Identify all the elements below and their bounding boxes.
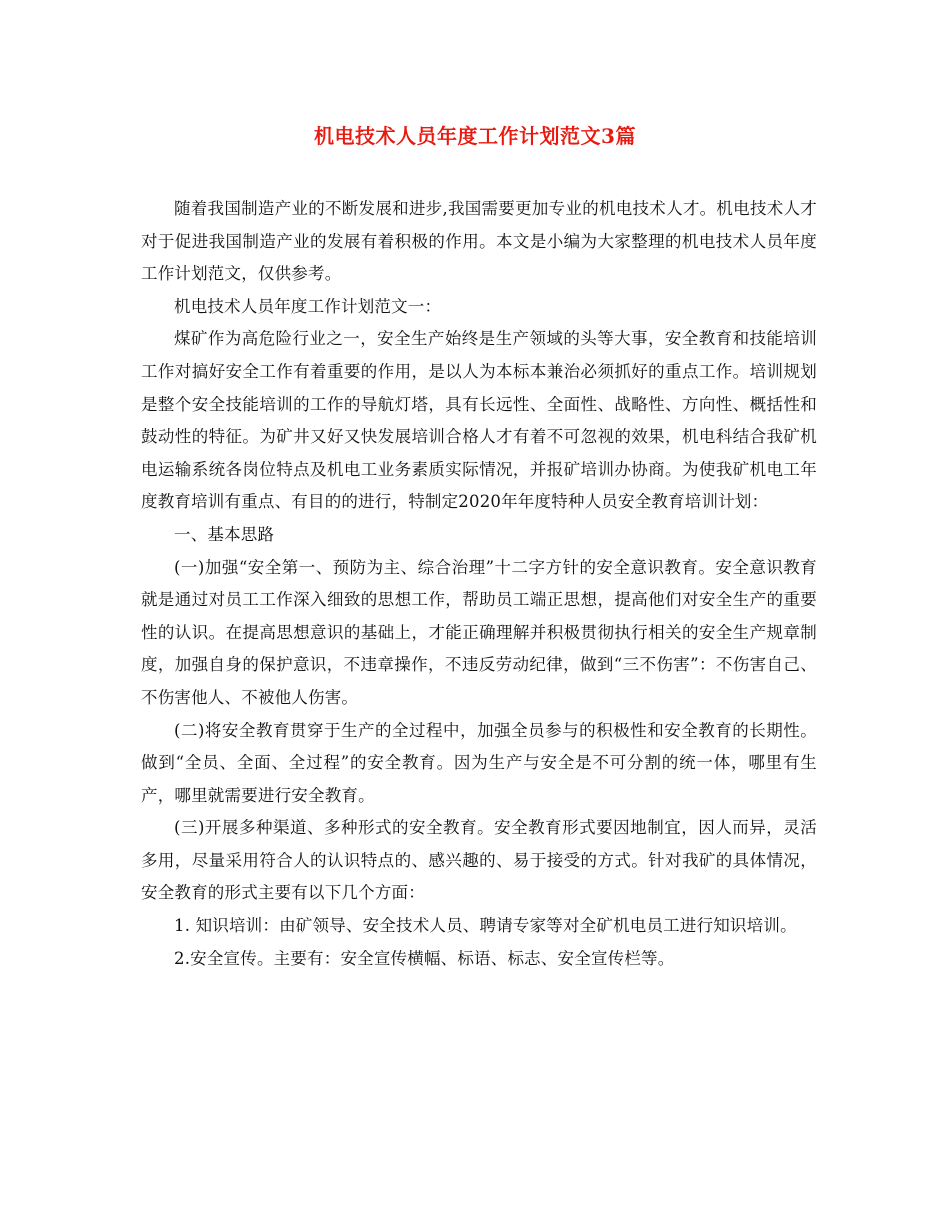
document-title: 机电技术人员年度工作计划范文3篇 — [314, 124, 636, 148]
paragraph-section-heading: 机电技术人员年度工作计划范文一： — [174, 296, 442, 316]
paragraph-intro: 随着我国制造产业的不断发展和进步,我国需要更加专业的机电技术人才。机电技术人才对于促进我国制造产业的发展有着积极的作用。本文是小编为大家整理的机电技术人员年度工作计划范文，仅供参考。 — [141, 199, 817, 284]
paragraph-item-1: (一)加强“安全第一、预防为主、综合治理”十二字方针的安全意识教育。安全意识教育就是通过对员工工作深入细致的思想工作，帮助员工端正思想，提高他们对安全生产的重要性的认识。在提高思想意识的基础上，才能正确理解并积极贯彻执行相关的安全生产规章制度，加强自身的保护意识，不违章操作，不违反劳动纪律，做到“三不伤害”：不伤害自己、不伤害他人、不被他人伤害。 — [141, 557, 817, 707]
paragraph-item-3: (三)开展多种渠道、多种形式的安全教育。安全教育形式要因地制宜，因人而异，灵活多用，尽量采用符合人的认识特点的、感兴趣的、易于接受的方式。针对我矿的具体情况，安全教育的形式主要有以下几个方面： — [141, 818, 817, 903]
document-body — [141, 193, 817, 975]
paragraph-item-2: (二)将安全教育贯穿于生产的全过程中，加强全员参与的积极性和安全教育的长期性。做到“全员、全面、全过程”的安全教育。因为生产与安全是不可分割的统一体，哪里有生产，哪里就需要进行安全教育。 — [141, 720, 817, 805]
paragraph-background: 煤矿作为高危险行业之一，安全生产始终是生产领域的头等大事，安全教育和技能培训工作对搞好安全工作有着重要的作用，是以人为本标本兼治必须抓好的重点工作。培训规划是整个安全技能培训的工作的导航灯塔，具有长远性、全面性、战略性、方向性、概括性和鼓动性的特征。为矿井又好又快发展培训合格人才有着不可忽视的效果，机电科结合我矿机电运输系统各岗位特点及机电工业务素质实际情况，并报矿培训办协商。为使我矿机电工年度教育培训有重点、有目的的进行，特制定2020年年度特种人员安全教育培训计划： — [141, 329, 817, 512]
paragraph-subitem-1: 1. 知识培训：由矿领导、安全技术人员、聘请专家等对全矿机电员工进行知识培训。 — [174, 916, 797, 936]
paragraph-heading-basic-ideas: 一、基本思路 — [174, 524, 275, 544]
paragraph-subitem-2: 2.安全宣传。主要有：安全宣传横幅、标语、标志、安全宣传栏等。 — [174, 948, 675, 968]
